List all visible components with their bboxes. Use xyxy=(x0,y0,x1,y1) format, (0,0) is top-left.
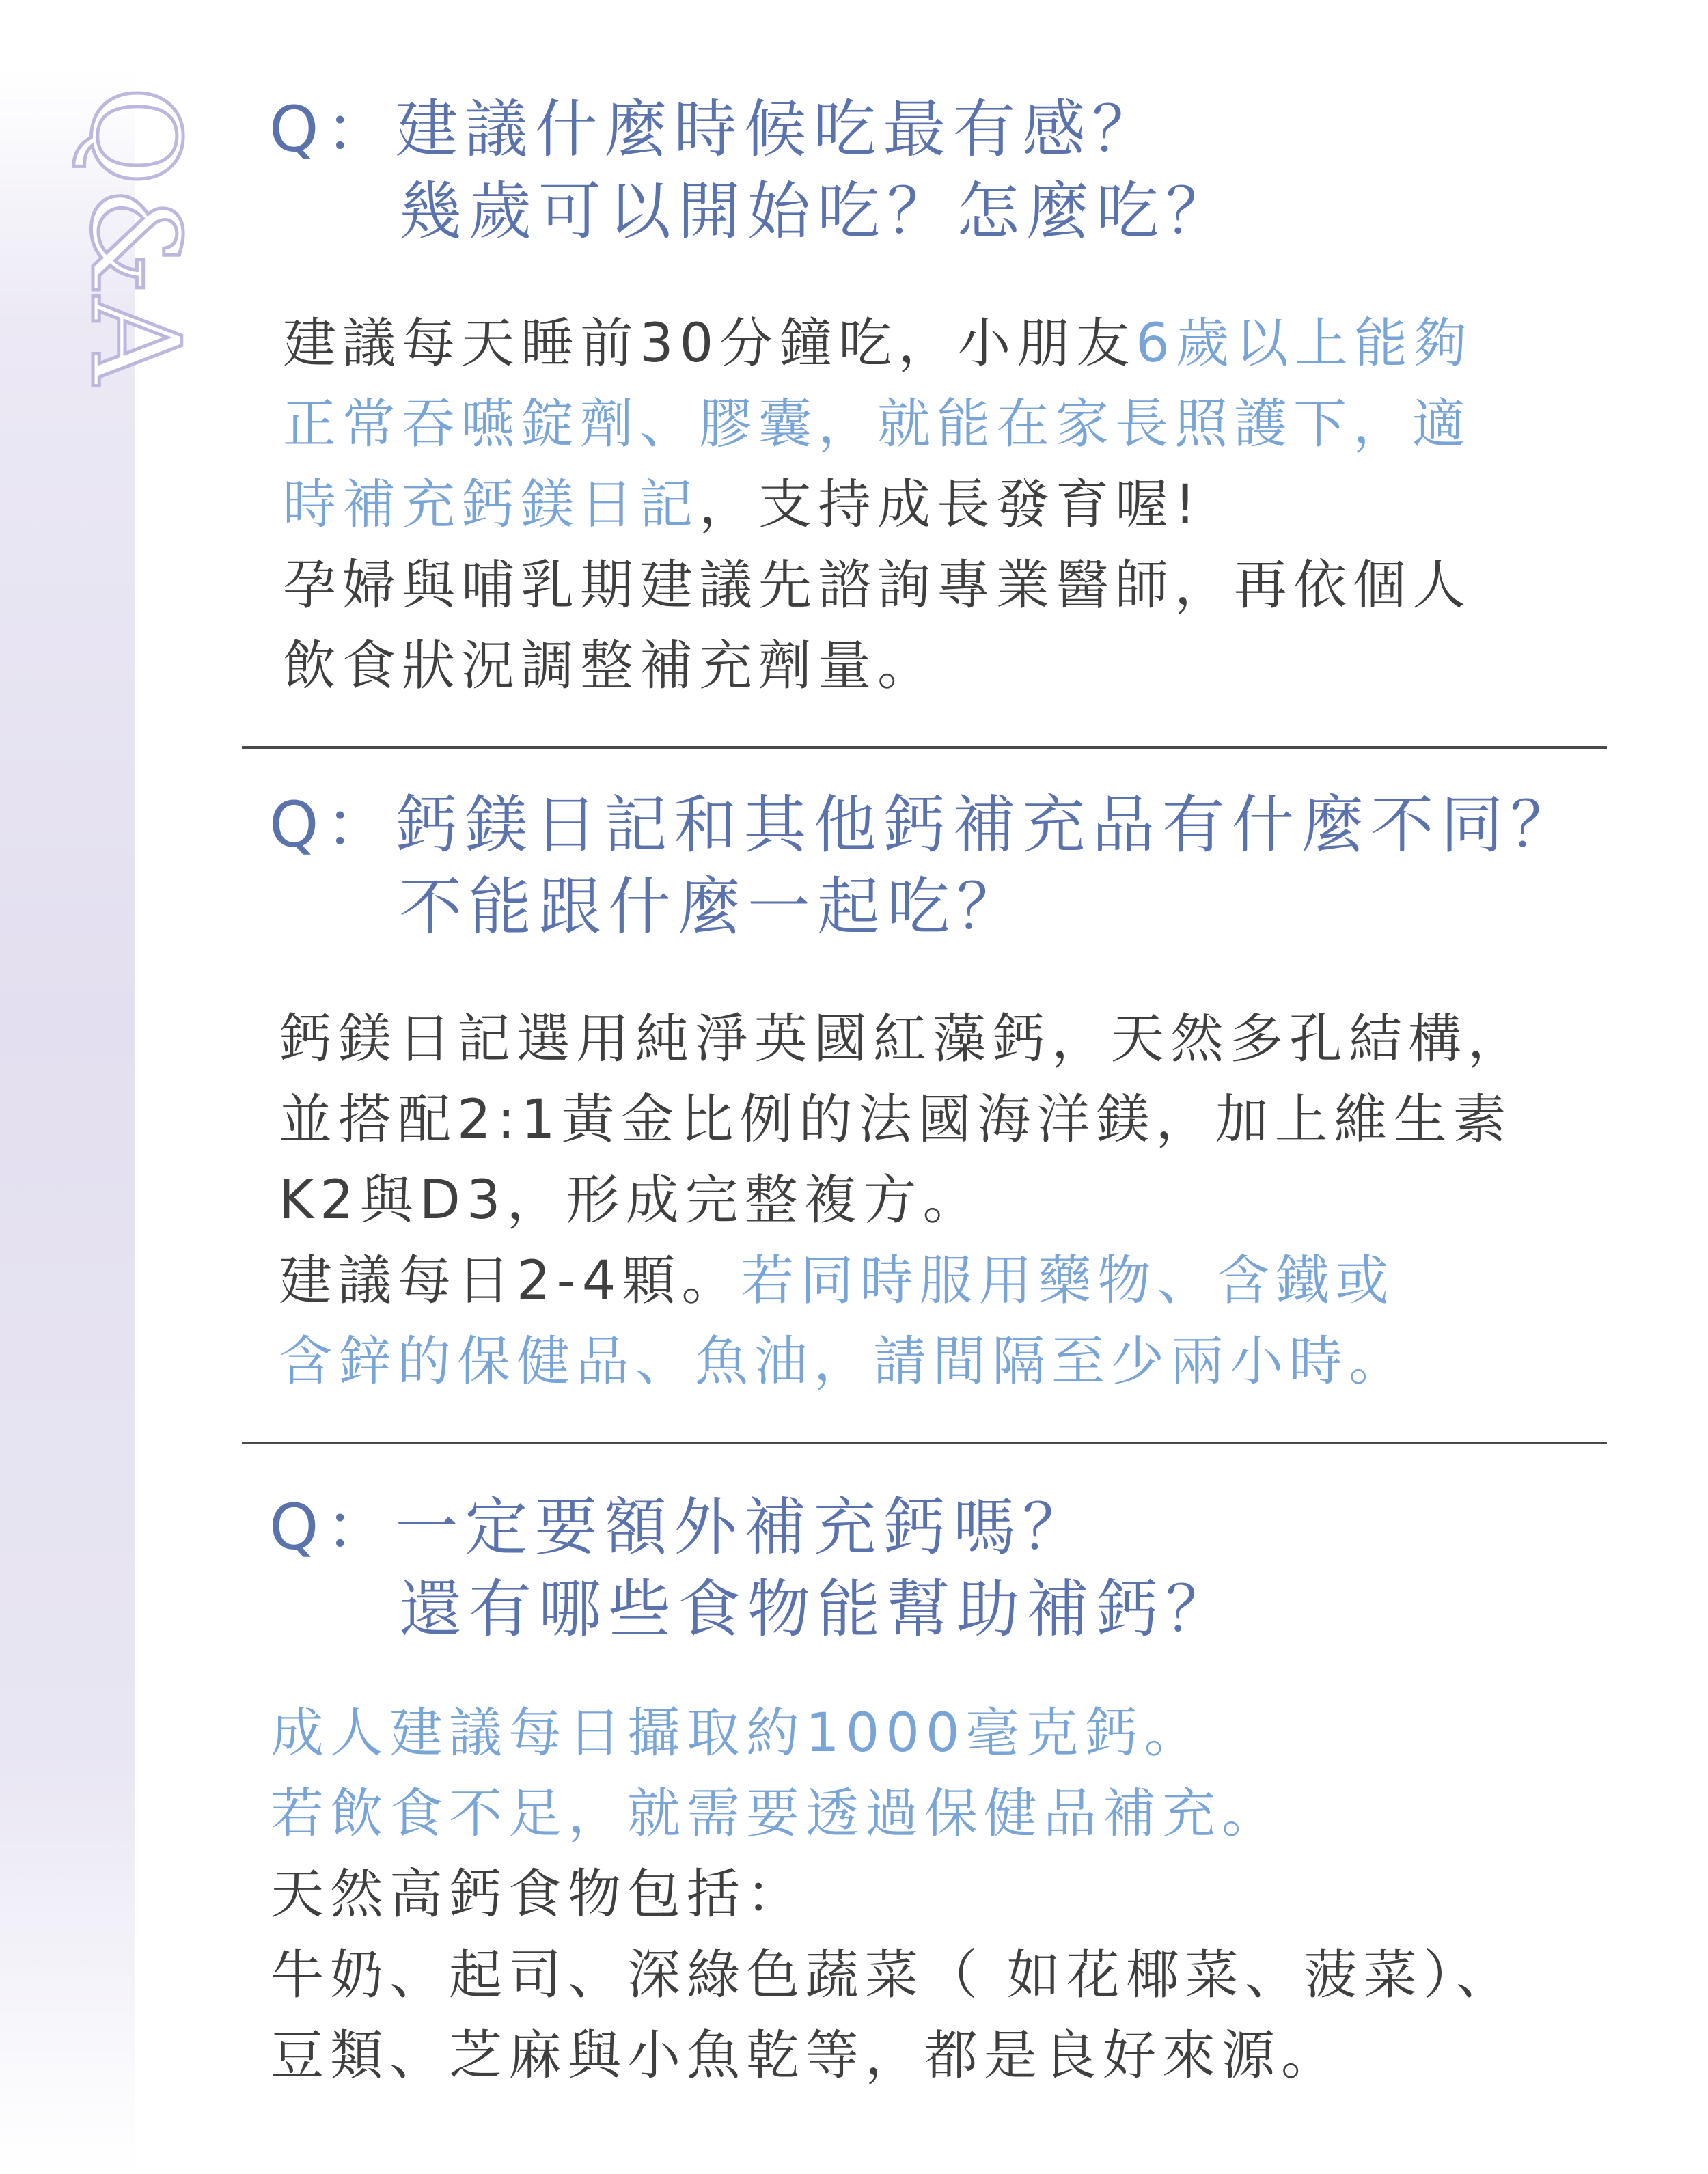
answer-2-line-1: 鈣鎂日記選用純淨英國紅藻鈣，天然多孔結構， xyxy=(279,1008,1528,1070)
answer-3-line-4: 牛奶、起司、深綠色蔬菜（ 如花椰菜、菠菜）、 xyxy=(271,1944,1515,2006)
answer-highlight: 6歲以上能夠 xyxy=(1135,313,1473,374)
answer-text: 建議每日2-4顆。 xyxy=(279,1250,741,1312)
answer-text: 建議每天睡前30分鐘吃，小朋友 xyxy=(283,313,1136,374)
question-1-line-1: Q：建議什麼時候吃最有感？ xyxy=(269,93,1162,166)
question-2-line-2: 不能跟什麼一起吃？ xyxy=(399,870,1027,944)
answer-3-line-1: 成人建議每日攝取約1000毫克鈣。 xyxy=(271,1703,1204,1764)
answer-1-line-4: 孕婦與哺乳期建議先諮詢專業醫師，再依個人 xyxy=(283,555,1472,616)
qa-logo xyxy=(67,86,204,441)
answer-1-line-5: 飲食狀況調整補充劑量。 xyxy=(283,635,937,697)
answer-2-line-2: 並搭配2:1黃金比例的法國海洋鎂，加上維生素 xyxy=(279,1089,1513,1151)
qa-logo-text: Q&A xyxy=(67,86,204,386)
question-3-line-2: 還有哪些食物能幫助補鈣？ xyxy=(399,1573,1236,1646)
question-1-line-2: 幾歲可以開始吃？怎麼吃？ xyxy=(399,175,1236,248)
question-2-line-1: Q：鈣鎂日記和其他鈣補充品有什麼不同？ xyxy=(269,788,1580,862)
answer-highlight: 時補充鈣鎂日記 xyxy=(283,474,700,536)
answer-highlight: 若同時服用藥物、含鐵或 xyxy=(741,1250,1395,1312)
answer-1-line-2: 正常吞嚥錠劑、膠囊，就能在家長照護下，適 xyxy=(283,394,1472,455)
answer-2-line-4 xyxy=(279,1241,1394,1321)
answer-1-line-3 xyxy=(283,465,1202,545)
section-divider-1 xyxy=(242,746,1607,749)
answer-1-line-1 xyxy=(283,303,1473,384)
question-3-line-1: Q：一定要額外補充鈣嗎？ xyxy=(269,1491,1092,1564)
answer-3-line-2: 若飲食不足，就需要透過保健品補充。 xyxy=(271,1783,1282,1845)
answer-3-line-5: 豆類、芝麻與小魚乾等，都是良好來源。 xyxy=(271,2025,1341,2087)
section-divider-2 xyxy=(242,1442,1607,1444)
answer-2-line-5: 含鋅的保健品、魚油，請間隔至少兩小時。 xyxy=(279,1331,1409,1392)
answer-text: ，支持成長發育喔! xyxy=(699,474,1202,536)
answer-2-line-3: K2與D3，形成完整複方。 xyxy=(279,1170,982,1231)
answer-3-line-3: 天然高鈣食物包括： xyxy=(271,1864,806,1925)
